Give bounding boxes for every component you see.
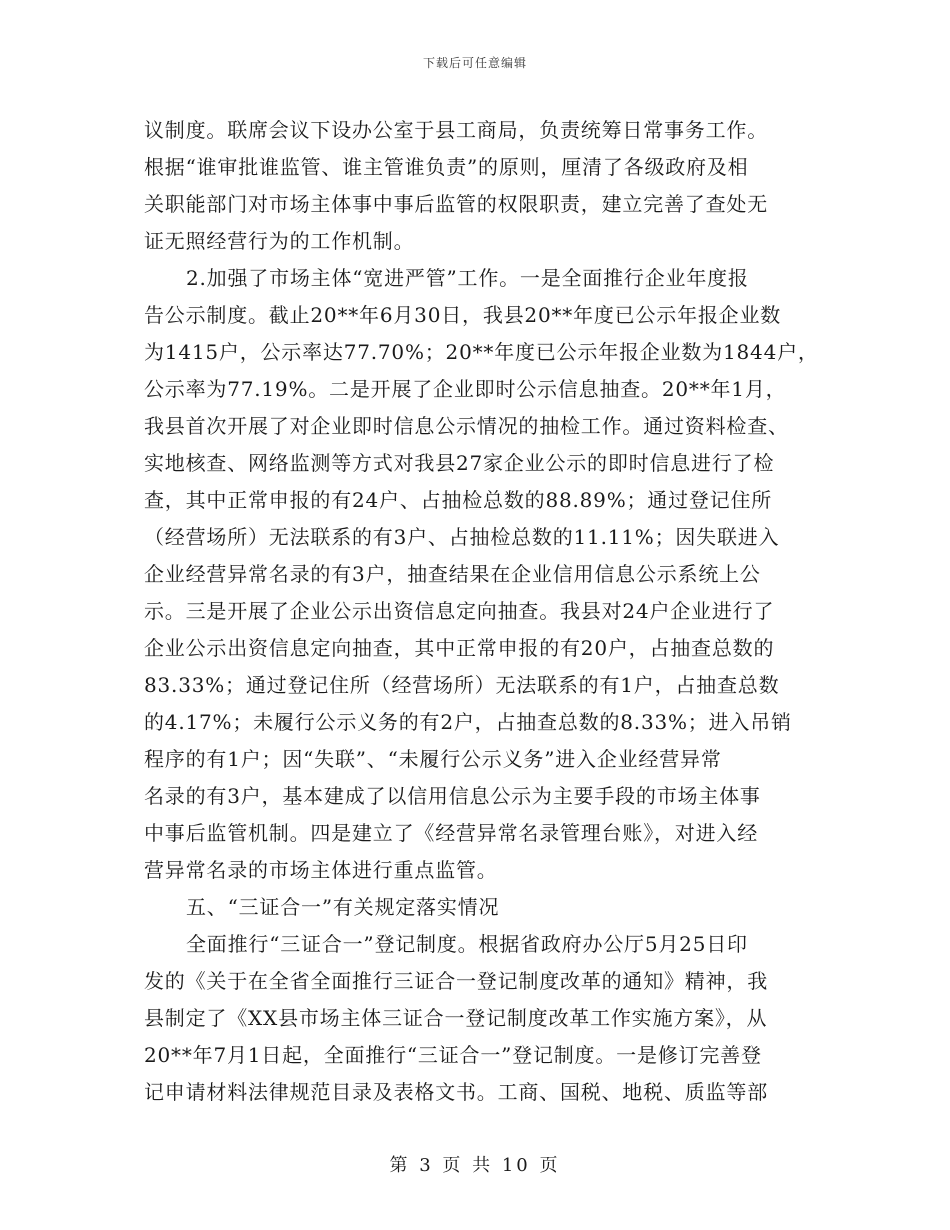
text-line: 营异常名录的市场主体进行重点监管。 <box>144 858 498 882</box>
section-heading: 五、“三证合一”有关规定落实情况 <box>186 895 500 919</box>
text-line: 查，其中正常申报的有24户、占抽检总数的88.89%；通过登记住所 <box>144 488 773 512</box>
text-line: 中事后监管机制。四是建立了《经营异常名录管理台账》，对进入经 <box>144 821 758 845</box>
text-line: 证无照经营行为的工作机制。 <box>144 229 415 253</box>
text-line: 议制度。联席会议下设办公室于县工商局，负责统筹日常事务工作。 <box>144 118 768 142</box>
text-line: 示。三是开展了企业公示出资信息定向抽查。我县对24户企业进行了 <box>144 599 775 623</box>
text-line: 企业公示出资信息定向抽查，其中正常申报的有20户，占抽查总数的 <box>144 636 775 660</box>
page-header-note: 下载后可任意编辑 <box>422 56 527 70</box>
page-number: 第 3 页 共 10 页 <box>389 1155 561 1176</box>
text-line: 告公示制度。截止20**年6月30日，我县20**年度已公示年报企业数 <box>144 303 782 327</box>
text-line: 根据“谁审批谁监管、谁主管谁负责”的原则，厘清了各级政府及相 <box>144 155 749 179</box>
text-line: 的4.17%；未履行公示义务的有2户，占抽查总数的8.33%；进入吊销 <box>144 710 792 734</box>
text-line: 我县首次开展了对企业即时信息公示情况的抽检工作。通过资料检查、 <box>144 414 789 438</box>
text-line: 县制定了《XX县市场主体三证合一登记制度改革工作实施方案》，从 <box>144 1006 768 1030</box>
text-line: 程序的有1户；因“失联”、“未履行公示义务”进入企业经营异常 <box>144 747 722 771</box>
text-line: 全面推行“三证合一”登记制度。根据省政府办公厅5月25日印 <box>186 932 748 956</box>
text-line: 实地核查、网络监测等方式对我县27家企业公示的即时信息进行了检 <box>144 451 775 475</box>
text-line: 2.加强了市场主体“宽进严管”工作。一是全面推行企业年度报 <box>186 266 749 290</box>
text-line: 83.33%；通过登记住所（经营场所）无法联系的有1户，占抽查总数 <box>144 673 780 697</box>
document-body <box>144 112 819 1111</box>
text-line: 名录的有3户，基本建成了以信用信息公示为主要手段的市场主体事 <box>144 784 761 808</box>
text-line: 记申请材料法律规范目录及表格文书。工商、国税、地税、质监等部 <box>144 1080 768 1104</box>
text-line: （经营场所）无法联系的有3户、占抽检总数的11.11%；因失联进入 <box>144 525 780 549</box>
text-line: 企业经营异常名录的有3户，抽查结果在企业信用信息公示系统上公 <box>144 562 761 586</box>
text-line: 为1415户，公示率达77.70%；20**年度已公示年报企业数为1844户， <box>144 340 819 364</box>
text-line: 公示率为77.19%。二是开展了企业即时公示信息抽查。20**年1月， <box>144 377 787 401</box>
text-line: 发的《关于在全省全面推行三证合一登记制度改革的通知》精神，我 <box>144 969 768 993</box>
text-line: 关职能部门对市场主体事中事后监管的权限职责，建立完善了查处无 <box>144 192 768 216</box>
text-line: 20**年7月1日起，全面推行“三证合一”登记制度。一是修订完善登 <box>144 1043 762 1067</box>
